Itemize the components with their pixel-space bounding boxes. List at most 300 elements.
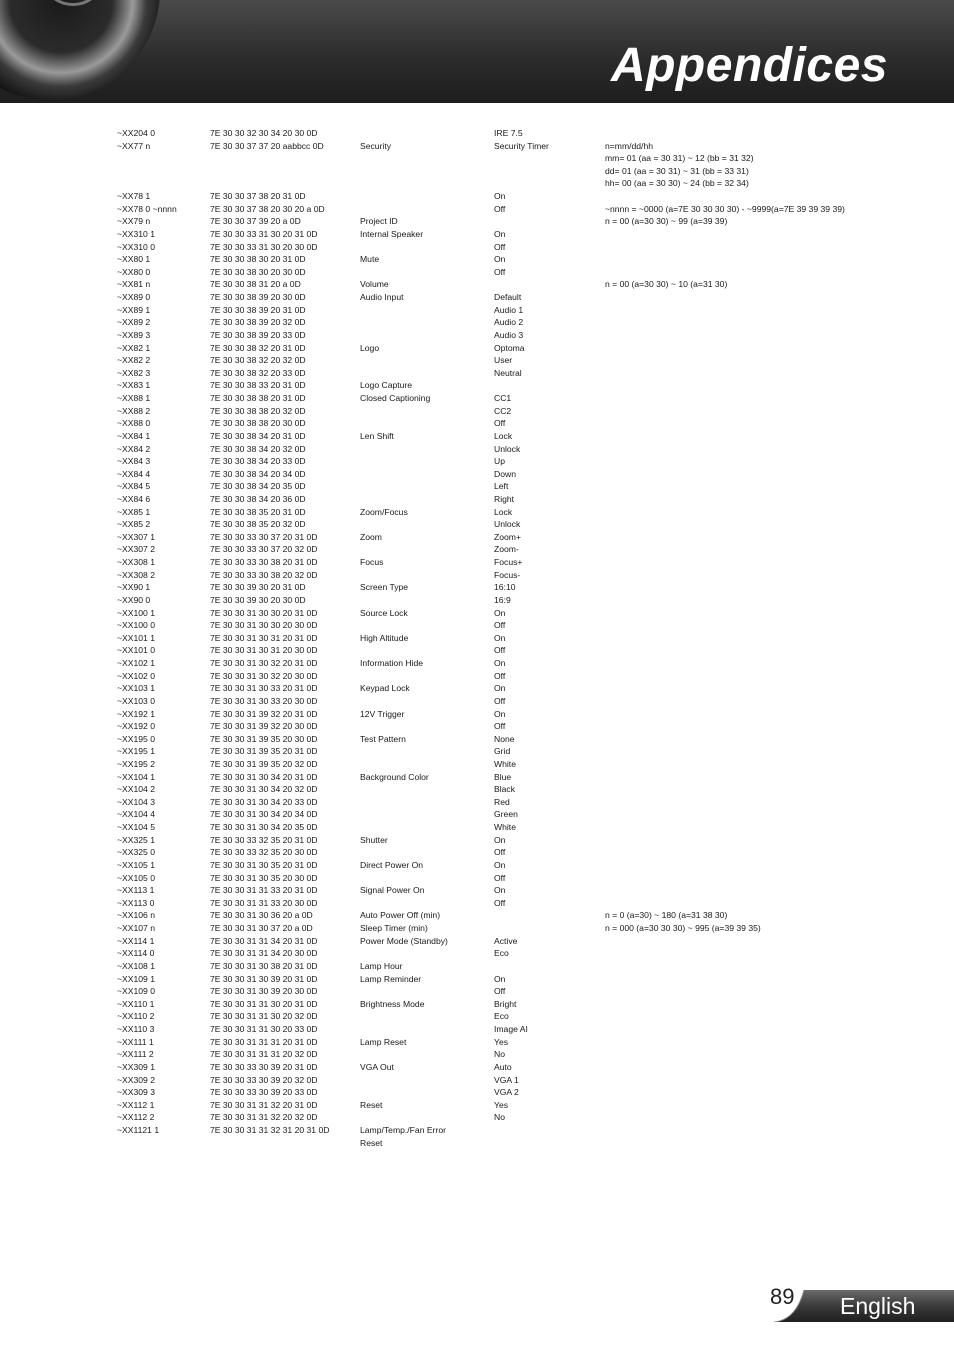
command-code: ~XX309 1 (117, 1061, 155, 1072)
ascii-code: 7E 30 30 38 38 20 30 0D (210, 418, 306, 429)
command-code: ~XX104 1 (117, 771, 155, 782)
option-value: Bright (494, 998, 517, 1009)
option-value: Unlock (494, 443, 521, 454)
ascii-code: 7E 30 30 37 37 20 aabbcc 0D (210, 140, 324, 151)
description: n = 000 (a=30 30 30) ~ 995 (a=39 39 35) (605, 923, 761, 934)
table-row (0, 506, 954, 519)
table-row (0, 745, 954, 758)
command-code: ~XX325 0 (117, 847, 155, 858)
command-code: ~XX114 0 (117, 948, 155, 959)
ascii-code: 7E 30 30 39 30 20 31 0D (210, 582, 306, 593)
option-value: Off (494, 241, 506, 252)
table-row (0, 405, 954, 418)
ascii-code: 7E 30 30 31 31 32 20 31 0D (210, 1099, 318, 1110)
table-row (0, 897, 954, 910)
table-row (0, 531, 954, 544)
option-value: Grid (494, 746, 511, 757)
function-name: Reset (360, 1137, 383, 1148)
command-code: ~XX90 0 (117, 594, 151, 605)
ascii-code: 7E 30 30 31 30 30 20 30 0D (210, 620, 318, 631)
table-row (0, 998, 954, 1011)
table-row (0, 1010, 954, 1023)
command-code: ~XX110 1 (117, 998, 155, 1009)
option-value: On (494, 632, 506, 643)
description: n = 00 (a=30 30) ~ 10 (a=31 30) (605, 279, 728, 290)
command-code: ~XX309 2 (117, 1074, 155, 1085)
option-value: Green (494, 809, 518, 820)
description: ~nnnn = ~0000 (a=7E 30 30 30 30) - ~9999(a=7E 39 39 39 39) (605, 203, 845, 214)
description: hh= 00 (aa = 30 30) ~ 24 (bb = 32 34) (605, 178, 749, 189)
ascii-code: 7E 30 30 31 30 34 20 34 0D (210, 809, 318, 820)
ascii-code: 7E 30 30 33 30 38 20 32 0D (210, 569, 318, 580)
option-value: Off (494, 645, 506, 656)
command-code: ~XX78 0 ~nnnn (117, 203, 177, 214)
command-code: ~XX88 1 (117, 393, 151, 404)
option-value: Lock (494, 430, 513, 441)
table-row (0, 607, 954, 620)
ascii-code: 7E 30 30 31 30 31 20 30 0D (210, 645, 318, 656)
option-value: Yes (494, 1099, 509, 1110)
table-row (0, 581, 954, 594)
table-row (0, 140, 954, 153)
table-row (0, 278, 954, 291)
ascii-code: 7E 30 30 31 31 34 20 31 0D (210, 935, 318, 946)
ascii-code: 7E 30 30 31 39 35 20 30 0D (210, 733, 318, 744)
ascii-code: 7E 30 30 31 30 39 20 30 0D (210, 986, 318, 997)
table-row (0, 443, 954, 456)
ascii-code: 7E 30 30 31 31 30 20 33 0D (210, 1024, 318, 1035)
option-value: Down (494, 468, 516, 479)
command-code: ~XX325 1 (117, 834, 155, 845)
table-row (0, 619, 954, 632)
command-code: ~XX89 1 (117, 304, 151, 315)
ascii-code: 7E 30 30 31 30 32 20 31 0D (210, 658, 318, 669)
option-value: Off (494, 670, 506, 681)
command-code: ~XX102 0 (117, 670, 155, 681)
table-row (0, 569, 954, 582)
command-code: ~XX192 1 (117, 708, 155, 719)
command-code: ~XX101 1 (117, 632, 155, 643)
function-name: Project ID (360, 216, 398, 227)
option-value: On (494, 859, 506, 870)
command-code: ~XX89 2 (117, 317, 151, 328)
option-value: Audio 3 (494, 329, 524, 340)
description: n=mm/dd/hh (605, 140, 654, 151)
option-value: Eco (494, 948, 509, 959)
ascii-code: 7E 30 30 33 31 30 20 31 0D (210, 228, 318, 239)
option-value: CC2 (494, 405, 512, 416)
function-name: Source Lock (360, 607, 408, 618)
option-value: No (494, 1112, 505, 1123)
table-row (0, 127, 954, 140)
table-row (0, 455, 954, 468)
option-value: Lock (494, 506, 513, 517)
option-value: VGA 2 (494, 1087, 519, 1098)
function-name: Test Pattern (360, 733, 406, 744)
ascii-code: 7E 30 30 31 30 35 20 30 0D (210, 872, 318, 883)
option-value: Off (494, 695, 506, 706)
table-row (0, 884, 954, 897)
ascii-code: 7E 30 30 31 31 34 20 30 0D (210, 948, 318, 959)
table-row (0, 872, 954, 885)
language-label: English (840, 1293, 916, 1319)
function-name: Len Shift (360, 430, 394, 441)
ascii-code: 7E 30 30 31 31 31 20 32 0D (210, 1049, 318, 1060)
ascii-code: 7E 30 30 31 31 30 20 32 0D (210, 1011, 318, 1022)
ascii-code: 7E 30 30 38 30 20 30 0D (210, 266, 306, 277)
ascii-code: 7E 30 30 31 31 30 20 31 0D (210, 998, 318, 1009)
option-value: IRE 7.5 (494, 128, 523, 138)
option-value: Off (494, 847, 506, 858)
ascii-code: 7E 30 30 33 30 38 20 31 0D (210, 557, 318, 568)
ascii-code: 7E 30 30 37 39 20 a 0D (210, 216, 301, 227)
ascii-code: 7E 30 30 32 30 34 20 30 0D (210, 128, 318, 138)
option-value: On (494, 228, 506, 239)
table-row (0, 1124, 954, 1137)
ascii-code: 7E 30 30 31 31 32 20 32 0D (210, 1112, 318, 1123)
ascii-code: 7E 30 30 31 30 39 20 31 0D (210, 973, 318, 984)
table-row (0, 329, 954, 342)
ascii-code: 7E 30 30 38 39 20 30 0D (210, 292, 306, 303)
table-row (0, 1137, 954, 1150)
option-value: Yes (494, 1036, 509, 1047)
function-name: Internal Speaker (360, 228, 424, 239)
command-code: ~XX100 1 (117, 607, 155, 618)
ascii-code: 7E 30 30 31 31 33 20 30 0D (210, 897, 318, 908)
ascii-code: 7E 30 30 33 32 35 20 31 0D (210, 834, 318, 845)
command-code: ~XX80 1 (117, 254, 151, 265)
ascii-code: 7E 30 30 38 38 20 31 0D (210, 393, 306, 404)
command-code: ~XX105 1 (117, 859, 155, 870)
command-code: ~XX89 0 (117, 292, 151, 303)
table-row (0, 708, 954, 721)
description: dd= 01 (aa = 30 31) ~ 31 (bb = 33 31) (605, 165, 749, 176)
table-row (0, 808, 954, 821)
ascii-code: 7E 30 30 38 30 20 31 0D (210, 254, 306, 265)
table-row (0, 556, 954, 569)
option-value: Black (494, 784, 516, 795)
table-row (0, 430, 954, 443)
table-row (0, 632, 954, 645)
command-code: ~XX82 2 (117, 355, 151, 366)
table-row (0, 783, 954, 796)
table-row (0, 859, 954, 872)
table-row (0, 1023, 954, 1036)
option-value: None (494, 733, 515, 744)
table-row (0, 1048, 954, 1061)
table-row (0, 695, 954, 708)
table-row (0, 909, 954, 922)
command-code: ~XX195 0 (117, 733, 155, 744)
function-name: Information Hide (360, 658, 424, 669)
function-name: VGA Out (360, 1061, 394, 1072)
function-name: Sleep Timer (min) (360, 923, 428, 934)
option-value: CC1 (494, 393, 512, 404)
command-code: ~XX85 1 (117, 506, 151, 517)
option-value: Off (494, 897, 506, 908)
option-value: On (494, 885, 506, 896)
function-name: Zoom/Focus (360, 506, 408, 517)
command-code: ~XX84 3 (117, 456, 151, 467)
ascii-code: 7E 30 30 31 39 32 20 31 0D (210, 708, 318, 719)
option-value: Neutral (494, 367, 522, 378)
ascii-code: 7E 30 30 31 30 38 20 31 0D (210, 960, 318, 971)
function-name: Signal Power On (360, 885, 425, 896)
ascii-code: 7E 30 30 31 39 35 20 31 0D (210, 746, 318, 757)
ascii-code: 7E 30 30 38 34 20 34 0D (210, 468, 306, 479)
option-value: Default (494, 292, 522, 303)
command-code: ~XX100 0 (117, 620, 155, 631)
option-value: Left (494, 481, 509, 492)
table-row (0, 985, 954, 998)
ascii-code: 7E 30 30 37 38 20 30 20 a 0D (210, 203, 325, 214)
ascii-code: 7E 30 30 33 30 39 20 33 0D (210, 1087, 318, 1098)
option-value: Off (494, 266, 506, 277)
command-code: ~XX104 5 (117, 822, 155, 833)
table-row (0, 733, 954, 746)
option-value: Unlock (494, 519, 521, 530)
table-row (0, 771, 954, 784)
function-name: Screen Type (360, 582, 409, 593)
option-value: No (494, 1049, 505, 1060)
command-code: ~XX309 3 (117, 1087, 155, 1098)
command-code: ~XX106 n (117, 910, 155, 921)
function-name: Direct Power On (360, 859, 424, 870)
option-value: White (494, 759, 516, 769)
command-code: ~XX103 1 (117, 683, 155, 694)
table-row (0, 468, 954, 481)
command-code: ~XX310 1 (117, 228, 155, 239)
ascii-code: 7E 30 30 38 32 20 33 0D (210, 367, 306, 378)
ascii-code: 7E 30 30 31 30 31 20 31 0D (210, 632, 318, 643)
option-value: On (494, 834, 506, 845)
lens-graphic-icon (0, 0, 160, 100)
table-row (0, 215, 954, 228)
command-code: ~XX78 1 (117, 191, 151, 202)
option-value: Zoom- (494, 544, 519, 555)
table-row (0, 266, 954, 279)
function-name: Lamp/Temp./Fan Error (360, 1124, 446, 1135)
table-row (0, 543, 954, 556)
option-value: Blue (494, 771, 512, 782)
command-code: ~XX88 2 (117, 405, 151, 416)
command-code: ~XX1121 1 (117, 1124, 160, 1135)
option-value: On (494, 191, 506, 202)
ascii-code: 7E 30 30 31 30 35 20 31 0D (210, 859, 318, 870)
table-row (0, 480, 954, 493)
function-name: Background Color (360, 771, 429, 782)
command-code: ~XX110 2 (117, 1011, 155, 1022)
command-code: ~XX112 2 (117, 1112, 155, 1123)
table-row (0, 935, 954, 948)
ascii-code: 7E 30 30 31 39 32 20 30 0D (210, 721, 318, 732)
table-row (0, 152, 954, 165)
command-code: ~XX109 0 (117, 986, 155, 997)
description: mm= 01 (aa = 30 31) ~ 12 (bb = 31 32) (605, 153, 754, 164)
command-code: ~XX77 n (117, 140, 151, 151)
page-number: 89 (770, 1284, 795, 1309)
function-name: 12V Trigger (360, 708, 405, 719)
table-row (0, 241, 954, 254)
table-row (0, 821, 954, 834)
table-row (0, 670, 954, 683)
command-code: ~XX103 0 (117, 695, 155, 706)
command-code: ~XX307 2 (117, 544, 155, 555)
option-value: On (494, 973, 506, 984)
table-row (0, 960, 954, 973)
page-title: Appendices (610, 39, 888, 92)
command-code: ~XX195 1 (117, 746, 155, 757)
table-row (0, 177, 954, 190)
command-code: ~XX310 0 (117, 241, 155, 252)
table-row (0, 1086, 954, 1099)
table-row (0, 316, 954, 329)
command-code: ~XX113 0 (117, 897, 155, 908)
table-row (0, 1099, 954, 1112)
table-row (0, 947, 954, 960)
table-row (0, 594, 954, 607)
ascii-code: 7E 30 30 37 38 20 31 0D (210, 191, 306, 202)
ascii-code: 7E 30 30 38 31 20 a 0D (210, 279, 301, 290)
ascii-code: 7E 30 30 31 39 35 20 32 0D (210, 759, 318, 769)
option-value: 16:9 (494, 594, 511, 605)
function-name: Brightness Mode (360, 998, 425, 1009)
option-value: Image AI (494, 1024, 528, 1035)
command-code: ~XX89 3 (117, 329, 151, 340)
table-row (0, 493, 954, 506)
option-value: Audio 1 (494, 304, 524, 315)
command-code: ~XX192 0 (117, 721, 155, 732)
ascii-code: 7E 30 30 38 35 20 32 0D (210, 519, 306, 530)
command-code: ~XX84 1 (117, 430, 151, 441)
table-row (0, 253, 954, 266)
table-row (0, 379, 954, 392)
ascii-code: 7E 30 30 33 30 37 20 31 0D (210, 531, 318, 542)
command-code: ~XX111 1 (117, 1036, 154, 1047)
command-code: ~XX104 3 (117, 796, 155, 807)
command-code: ~XX112 1 (117, 1099, 155, 1110)
ascii-code: 7E 30 30 33 30 39 20 31 0D (210, 1061, 318, 1072)
option-value: Optoma (494, 342, 525, 353)
table-row (0, 228, 954, 241)
table-row (0, 203, 954, 216)
function-name: Mute (360, 254, 380, 265)
command-code: ~XX109 1 (117, 973, 155, 984)
table-row (0, 304, 954, 317)
command-code: ~XX108 1 (117, 960, 155, 971)
option-value: Security Timer (494, 140, 549, 151)
function-name: Logo Capture (360, 380, 413, 391)
option-value: On (494, 683, 506, 694)
function-name: Power Mode (Standby) (360, 935, 448, 946)
ascii-code: 7E 30 30 31 30 34 20 33 0D (210, 796, 318, 807)
ascii-code: 7E 30 30 38 34 20 36 0D (210, 493, 306, 504)
ascii-code: 7E 30 30 31 31 32 31 20 31 0D (210, 1124, 330, 1135)
option-value: Zoom+ (494, 531, 521, 542)
table-row (0, 1111, 954, 1124)
function-name: Lamp Hour (360, 960, 403, 971)
command-code: ~XX84 6 (117, 493, 151, 504)
command-code: ~XX114 1 (117, 935, 155, 946)
option-value: Active (494, 935, 518, 946)
command-code: ~XX82 3 (117, 367, 151, 378)
table-row (0, 1074, 954, 1087)
table-row (0, 644, 954, 657)
option-value: Up (494, 456, 505, 467)
option-value: Off (494, 203, 506, 214)
ascii-code: 7E 30 30 31 30 33 20 31 0D (210, 683, 318, 694)
description: n = 00 (a=30 30) ~ 99 (a=39 39) (605, 216, 728, 227)
table-row (0, 720, 954, 733)
table-row (0, 682, 954, 695)
command-code: ~XX102 1 (117, 658, 155, 669)
command-code: ~XX90 1 (117, 582, 151, 593)
ascii-code: 7E 30 30 31 30 37 20 a 0D (210, 923, 313, 934)
option-value: Off (494, 986, 506, 997)
command-code: ~XX101 0 (117, 645, 155, 656)
table-row (0, 392, 954, 405)
function-name: Auto Power Off (min) (360, 910, 441, 921)
ascii-code: 7E 30 30 31 31 33 20 31 0D (210, 885, 318, 896)
function-name: Shutter (360, 834, 388, 845)
command-code: ~XX83 1 (117, 380, 151, 391)
function-name: High Altitude (360, 632, 409, 643)
option-value: Audio 2 (494, 317, 524, 328)
function-name: Zoom (360, 531, 382, 542)
command-code: ~XX104 4 (117, 809, 155, 820)
ascii-code: 7E 30 30 38 39 20 33 0D (210, 329, 306, 340)
ascii-code: 7E 30 30 38 34 20 33 0D (210, 456, 306, 467)
option-value: Right (494, 493, 515, 504)
option-value: Eco (494, 1011, 509, 1022)
ascii-code: 7E 30 30 39 30 20 30 0D (210, 594, 306, 605)
command-code: ~XX107 n (117, 923, 155, 934)
table-row (0, 758, 954, 771)
ascii-code: 7E 30 30 38 32 20 31 0D (210, 342, 306, 353)
command-code: ~XX110 3 (117, 1024, 155, 1035)
option-value: Off (494, 418, 506, 429)
ascii-code: 7E 30 30 31 31 31 20 31 0D (210, 1036, 318, 1047)
command-code: ~XX79 n (117, 216, 151, 227)
table-row (0, 291, 954, 304)
ascii-code: 7E 30 30 31 30 30 20 31 0D (210, 607, 318, 618)
option-value: On (494, 708, 506, 719)
table-row (0, 1061, 954, 1074)
command-code: ~XX85 2 (117, 519, 151, 530)
description: n = 0 (a=30) ~ 180 (a=31 38 30) (605, 910, 728, 921)
table-row (0, 354, 954, 367)
ascii-code: 7E 30 30 31 30 32 20 30 0D (210, 670, 318, 681)
command-code: ~XX195 2 (117, 759, 155, 769)
function-name: Lamp Reminder (360, 973, 422, 984)
page-header (0, 0, 954, 103)
ascii-code: 7E 30 30 38 34 20 31 0D (210, 430, 306, 441)
ascii-code: 7E 30 30 31 30 34 20 31 0D (210, 771, 318, 782)
function-name: Security (360, 140, 392, 151)
command-code: ~XX84 5 (117, 481, 151, 492)
table-row (0, 518, 954, 531)
table-row (0, 417, 954, 430)
option-value: VGA 1 (494, 1074, 519, 1085)
ascii-code: 7E 30 30 38 34 20 32 0D (210, 443, 306, 454)
ascii-code: 7E 30 30 31 30 34 20 35 0D (210, 822, 318, 833)
ascii-code: 7E 30 30 31 30 34 20 32 0D (210, 784, 318, 795)
option-value: User (494, 355, 513, 366)
ascii-code: 7E 30 30 33 31 30 20 30 0D (210, 241, 318, 252)
command-code: ~XX82 1 (117, 342, 151, 353)
function-name: Reset (360, 1099, 383, 1110)
command-code: ~XX84 4 (117, 468, 151, 479)
